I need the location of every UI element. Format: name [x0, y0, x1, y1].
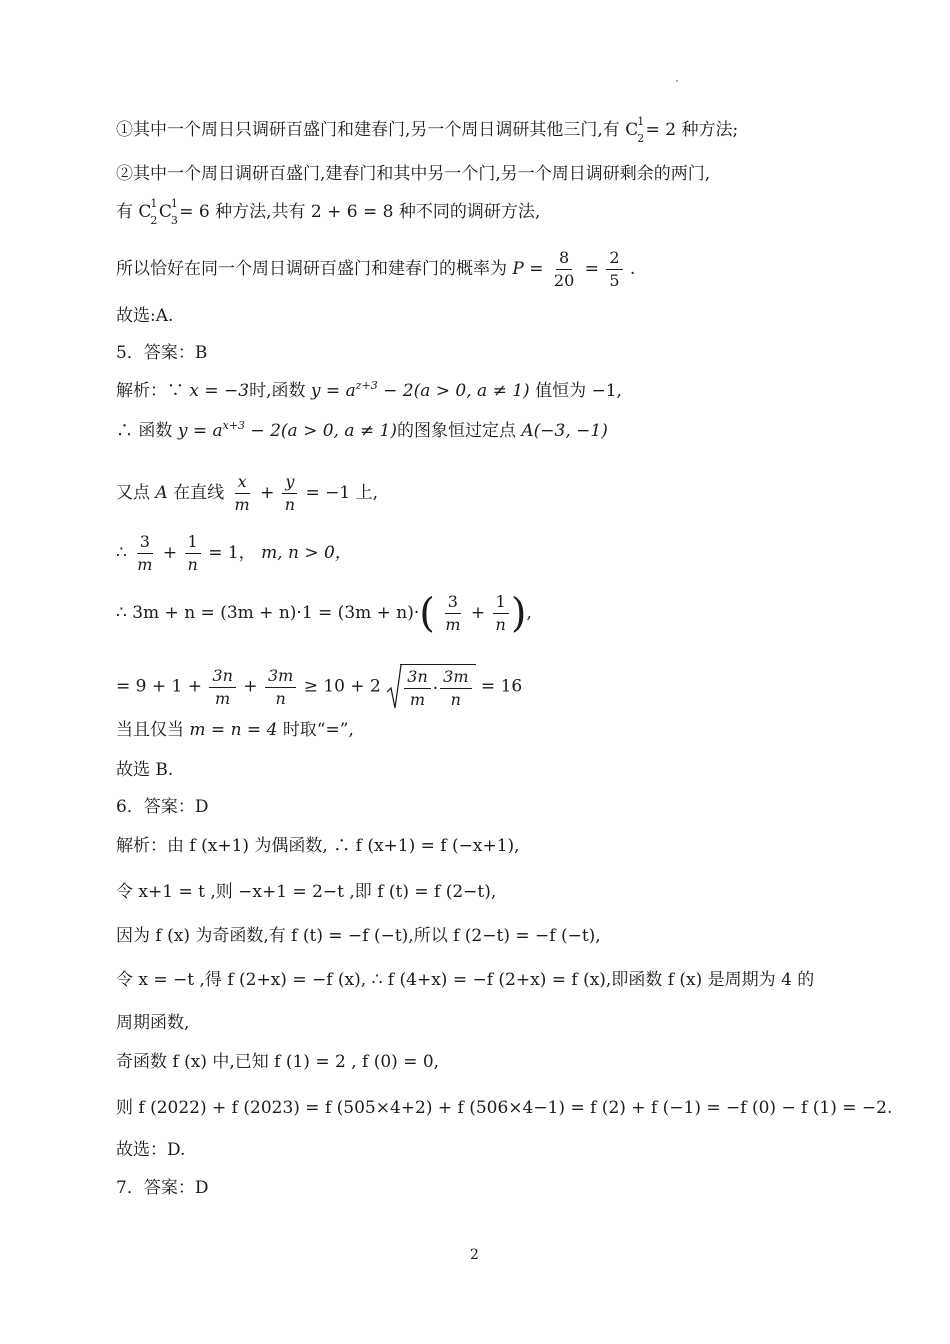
page-number: 2 [470, 1247, 479, 1263]
fraction-y-n: $\frac{y}{n}$ [282, 472, 298, 515]
fraction-8-20: $\frac{8}{20}$ [553, 248, 575, 290]
text-line-21: 奇函数 f (x) 中,已知 f (1) = 2 , f (0) = 0, [116, 1052, 440, 1072]
fraction-1-n: $\frac{1}{n}$ [184, 532, 200, 575]
text-line-13: 当且仅当 m = n = 4 时取“=”, [116, 720, 354, 740]
fraction-1-n: $\frac{1}{n}$ [493, 592, 509, 635]
fraction-3m-n: $\frac{3m}{n}$ [265, 666, 296, 709]
text-line-17: 令 x+1 = t ,则 −x+1 = 2−t ,即 f (t) = f (2−t), [116, 882, 497, 902]
fraction-3n-m: $\frac{3n}{m}$ [404, 667, 430, 710]
fraction-3m-n: $\frac{3m}{n}$ [440, 667, 471, 710]
text-line-2: ②其中一个周日调研百盛门,建春门和其中另一个门,另一个周日调研剩余的两门, [116, 164, 711, 184]
line-1-text: ①其中一个周日只调研百盛门和建春门,另一个周日调研其他三门,有 [116, 120, 620, 140]
text-line-7: 解析：∵ x = −3时,函数 $y = a^{z+3} - 2(a > 0$, a ≠ 1) 值恒为 −1, [116, 379, 622, 401]
text-line-12: = 9 + 1 + $\frac{3n}{m}$ + $\frac{3m}{n}$ ≥ 10 + 2 $\frac{3n}{m}$ · $\frac{3m}{n}$ = 16 [116, 665, 523, 709]
answer-5-heading: 5．答案：B [116, 343, 208, 363]
answer-6-heading: 6．答案：D [116, 797, 209, 817]
text-line-1 [116, 115, 739, 145]
answer-7-heading: 7．答案：D [116, 1178, 209, 1198]
text-line-23: 故选：D. [116, 1140, 186, 1160]
text-line-10: ∴ $\frac{3}{m}$ + $\frac{1}{n}$ = 1， m, n > 0， [116, 532, 352, 574]
text-line-20: 周期函数, [116, 1013, 190, 1033]
text-line-9: 又点 A 在直线 $\frac{x}{m}$ + $\frac{y}{n}$ = −1 上, [116, 472, 378, 514]
fraction-3-m: $\frac{3}{m}$ [137, 532, 153, 574]
fraction-3n-m: $\frac{3n}{m}$ [209, 666, 235, 709]
text-line-4: 所以恰好在同一个周日调研百盛门和建春门的概率为 P = $\frac{8}{20}$ = $\frac{2}{5}$ . [116, 248, 636, 290]
line-1-tail: = 2 种方法; [645, 120, 739, 140]
combination-c-2-1: C 1 2 [138, 197, 158, 227]
text-line-3: 有 C 1 2 C 1 3 = 6 种方法,共有 2 + 6 = 8 种不同的调研方法, [116, 197, 541, 227]
combination-c-2-1: C 1 2 [625, 115, 645, 145]
fraction-3-m: $\frac{3}{m}$ [445, 592, 461, 634]
square-root: $\frac{3n}{m}$ · $\frac{3m}{n}$ [386, 664, 475, 710]
text-line-14: 故选 B. [116, 760, 174, 780]
fraction-x-m: $\frac{x}{m}$ [234, 472, 250, 514]
text-line-5: 故选:A. [116, 306, 174, 326]
text-line-8: ∴ 函数 $y = a^{x+3} - 2(a > 0$, a ≠ 1)的图象恒过定点 A(−3, −1) [116, 419, 608, 441]
text-line-19: 令 x = −t ,得 f (2+x) = −f (x), ∴ f (4+x) = −f (2+x) = f (x),即函数 f (x) 是周期为 4 的 [116, 970, 815, 990]
text-line-16: 解析：由 f (x+1) 为偶函数, ∴ f (x+1) = f (−x+1), [116, 836, 520, 856]
text-line-18: 因为 f (x) 为奇函数,有 f (t) = −f (−t),所以 f (2−t) = −f (−t), [116, 926, 601, 946]
text-line-22: 则 f (2022) + f (2023) = f (505×4+2) + f (506×4−1) = f (2) + f (−1) = −f (0) − f (1) = −2. [116, 1098, 893, 1118]
fraction-2-5: $\frac{2}{5}$ [606, 248, 622, 291]
speck [676, 80, 678, 82]
combination-c-3-1: C 1 3 [158, 197, 178, 227]
text-line-11: ∴ 3m + n = (3m + n)·1 = (3m + n)·( $\frac{3}{m}$ + $\frac{1}{n}$ ), [116, 590, 532, 637]
